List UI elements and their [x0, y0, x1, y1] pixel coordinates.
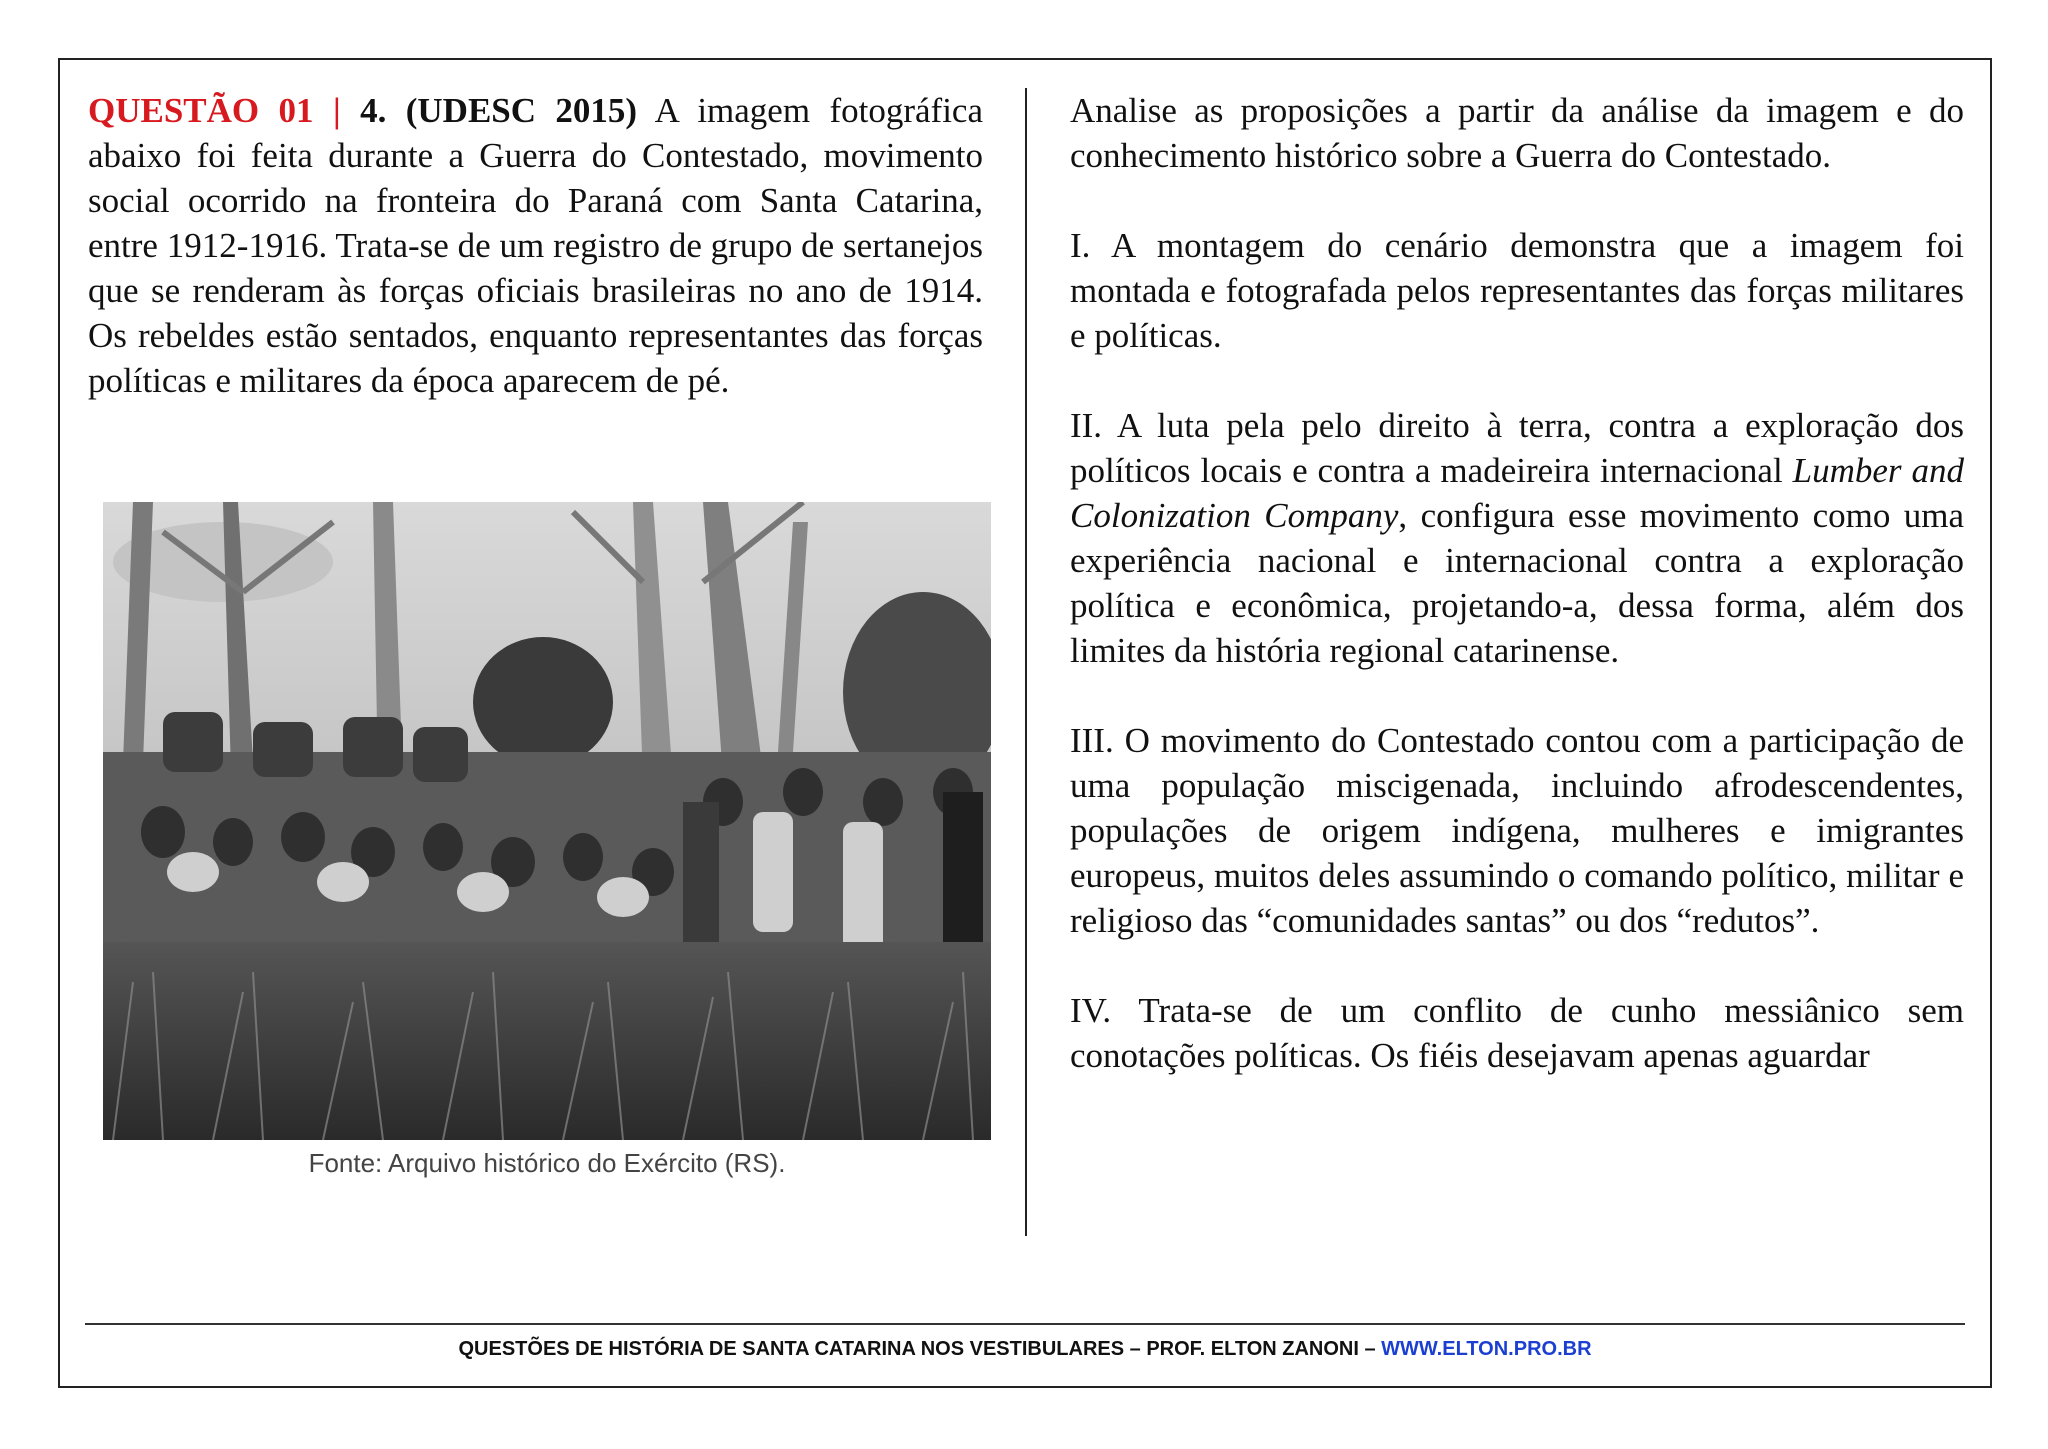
propositions-lead: Analise as proposições a partir da análise da imagem e do conhecimento histórico sobre a Guerra do Contestado.: [1070, 91, 1964, 175]
footer-url[interactable]: WWW.ELTON.PRO.BR: [1381, 1338, 1592, 1360]
question-intro: A imagem fotográfica abaixo foi feita durante a Guerra do Contestado, movimento social ocorrido na fronteira do Paraná com Santa Catarina, entre 1912-1916. Trata-se de um registro de grupo de sertanejos que se renderam às forças oficiais brasileiras no ano de 1914. Os rebeldes estão sentados, enquanto representantes das forças políticas e militares da época aparecem de pé.: [88, 91, 983, 400]
company-name: Lumber and Colonization Company: [1070, 451, 1964, 535]
photo-caption: Fonte: Arquivo histórico do Exército (RS).: [308, 1148, 786, 1178]
proposition-4: IV. Trata-se de um conflito de cunho messiânico sem conotações políticas. Os fiéis desejavam apenas aguardar: [1070, 991, 1964, 1075]
question-label: QUESTÃO 01 |: [88, 91, 341, 130]
footer: [85, 1338, 1965, 1361]
proposition-2: [1070, 403, 1964, 673]
proposition-1: I. A montagem do cenário demonstra que a imagem foi montada e fotografada pelos representantes das forças militares e políticas.: [1070, 226, 1964, 355]
proposition-2-text-a: II. A luta pela pelo direito à terra, contra a exploração dos políticos locais e contra a madeireira internacional: [1070, 406, 1964, 490]
right-column: [1070, 88, 1964, 1123]
proposition-3: III. O movimento do Contestado contou com a participação de uma população miscigenada, incluindo afrodescendentes, populações de origem indígena, mulheres e imigrantes europeus, muitos deles assumindo o comando político, militar e religioso das “comunidades santas” ou dos “redutos”.: [1070, 721, 1964, 940]
column-divider: [1025, 88, 1027, 1236]
footer-rule: [85, 1323, 1965, 1325]
question-source: 4. (UDESC 2015): [360, 91, 638, 130]
question-paragraph: [88, 88, 983, 403]
historical-photo: [103, 502, 991, 1140]
proposition-2-text-b: , configura esse movimento como uma experiência nacional e internacional contra a exploração política e econômica, projetando-a, dessa forma, além dos limites da história regional catarinense.: [1070, 496, 1964, 670]
footer-text: QUESTÕES DE HISTÓRIA DE SANTA CATARINA NOS VESTIBULARES – PROF. ELTON ZANONI –: [458, 1338, 1382, 1360]
photo-illustration: [103, 502, 991, 1140]
left-column: [88, 88, 983, 403]
